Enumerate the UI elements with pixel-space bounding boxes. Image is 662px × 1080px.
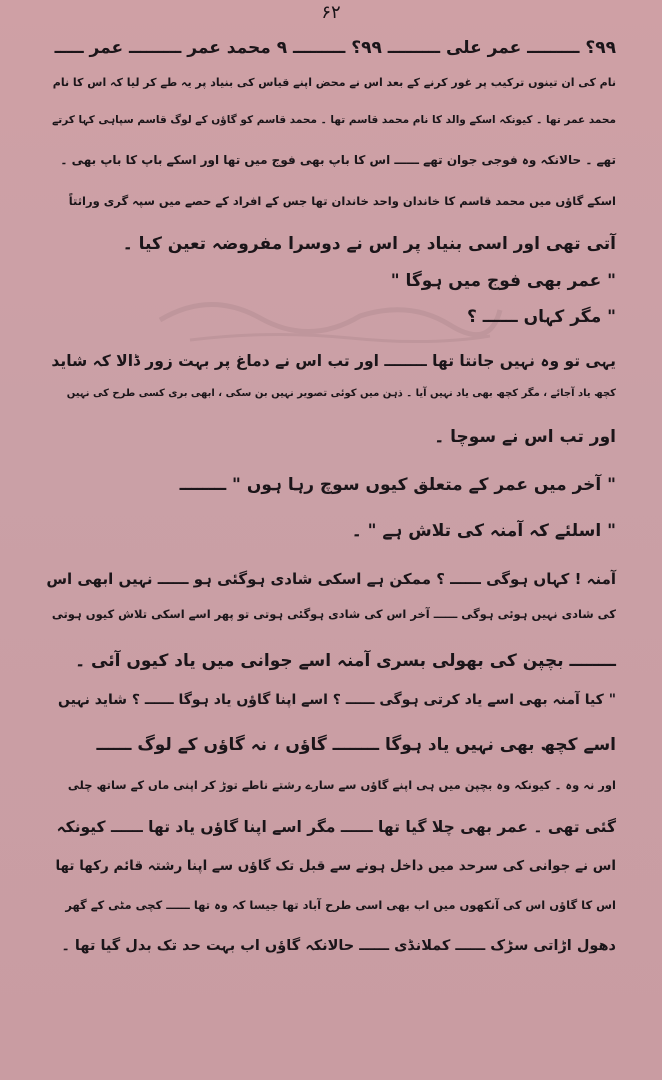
text-line: ــــــــ بچپن کی بھولی بسری آمنہ اسے جوانی میں یاد کیوں آئی ۔ (75, 651, 616, 671)
text-line: کچھ یاد آجائے ، مگر کچھ بھی یاد نہیں آیا ۔ ذہن میں کوئی تصویر نہیں بن سکی ، ابھی بری کسی طرح کی نہیں (66, 388, 616, 399)
text-line: " اسلئے کہ آمنہ کی تلاش ہے " ۔ (351, 521, 616, 541)
text-line: تھے ۔ حالانکہ وہ فوجی جوان تھے ــــــ اس کا باپ بھی فوج میں تھا اور اسکے باپ کا باپ بھی ۔ (60, 153, 616, 167)
text-line: اسے کچھ بھی نہیں یاد ہوگا ــــــــ گاؤں ، نہ گاؤں کے لوگ ــــــ (96, 735, 616, 755)
text-line: کی شادی نہیں ہوئی ہوگی ــــــ آخر اس کی شادی ہوگئی ہوتی تو پھر اسے اسکی تلاش کیوں ہوتی (51, 607, 616, 621)
text-line: " آخر میں عمر کے متعلق کیوں سوچ رہا ہوں " ــــــــ (179, 475, 616, 495)
text-line: اس کا گاؤں اس کی آنکھوں میں اب بھی اسی طرح آباد تھا جیسا کہ وہ تھا ــــــ کچی مٹی کے گھر (65, 898, 616, 912)
text-line: اس نے جوانی کی سرحد میں داخل ہونے سے قبل تک گاؤں سے اپنا رشتہ قائم رکھا تھا (55, 858, 616, 874)
page-number: ۶۲ (321, 2, 341, 23)
text-line: ۹۹؟ ـــــــــ عمر علی ـــــــــ ۹۹؟ ـــــــــ ۹ محمد عمر ـــــــــ عمر ـــــ (54, 38, 616, 58)
text-line: محمد عمر تھا ۔ کیونکہ اسکے والد کا نام محمد قاسم تھا ۔ محمد قاسم کو گاؤں کے لوگ قاسم سپاہی کہا کرتے (52, 114, 616, 126)
text-line: یہی تو وہ نہیں جانتا تھا ــــــــ اور تب اس نے دماغ پر بہت زور ڈالا کہ شاید (51, 352, 616, 370)
text-line: آتی تھی اور اسی بنیاد پر اس نے دوسرا مفروضہ تعین کیا ۔ (122, 234, 616, 254)
text-line: " عمر بھی فوج میں ہوگا " (390, 271, 616, 291)
text-line: نام کی ان تینوں ترکیب پر غور کرنے کے بعد اس نے محض اپنے قیاس کی بنیاد پر یہ طے کر لیا کہ اس کا نام (52, 76, 616, 89)
text-line: گئی تھی ۔ عمر بھی چلا گیا تھا ــــــ مگر اسے اپنا گاؤں یاد تھا ــــــ کیونکہ (56, 818, 616, 836)
text-line: " مگر کہاں ــــــ ؟ (467, 307, 616, 327)
text-line: اور تب اس نے سوچا ۔ (434, 427, 616, 447)
text-line: اسکے گاؤں میں محمد قاسم کا خاندان واحد خاندان تھا جس کے افراد کے حصے میں سپہ گری وراثتاً (68, 194, 616, 208)
text-line: اور نہ وہ ۔ کیونکہ وہ بچپن میں ہی اپنے گاؤں سے سارے رشتے ناطے توڑ کر اپنی ماں کے ساتھ چلی (67, 778, 616, 792)
text-line: " کیا آمنہ بھی اسے یاد کرتی ہوگی ــــــ ؟ اسے اپنا گاؤں یاد ہوگا ــــــ ؟ شاید نہیں (58, 692, 616, 708)
text-line: آمنہ ! کہاں ہوگی ــــــ ؟ ممکن ہے اسکی شادی ہوگئی ہو ــــــ نہیں ابھی اس (46, 570, 616, 588)
text-line: دھول اڑاتی سڑک ــــــ کملانڈی ــــــ حالانکہ گاؤں اب بہت حد تک بدل گیا تھا ۔ (61, 938, 616, 954)
